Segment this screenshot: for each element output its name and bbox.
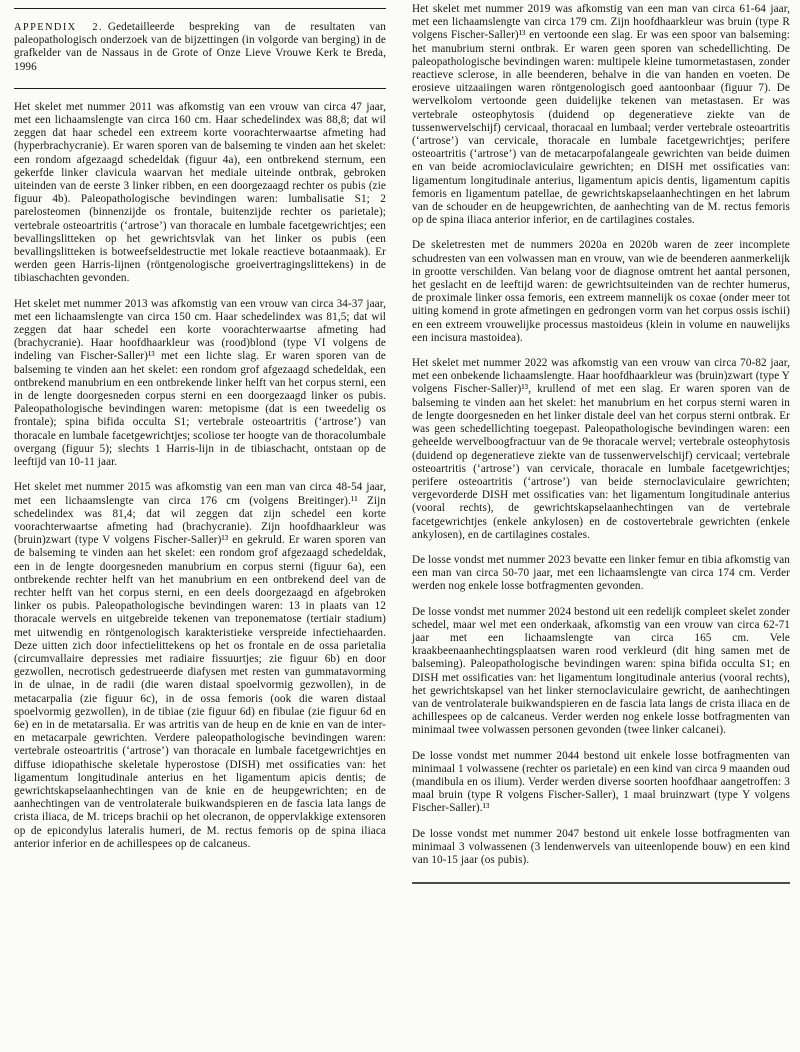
paragraph-find-2023: De losse vondst met nummer 2023 bevatte een linker femur en tibia afkomstig van een man van circa 50-70 jaar, met een lichaamslengte van circa 174 cm. Verder werden nog enkele losse botfragmenten gevonden.: [412, 553, 790, 593]
right-column: [412, 3, 790, 884]
paragraph-find-2047: De losse vondst met nummer 2047 bestond uit enkele losse botfragmenten van minimaal 3 volwassenen (3 lendenwervels van uiteenlopende bouw) en een kind van 10-15 jaar (os pubis).: [412, 827, 790, 866]
heading-divider: [14, 88, 386, 89]
appendix-heading: [14, 21, 386, 74]
paragraph-find-2024: De losse vondst met nummer 2024 bestond uit een redelijk compleet skelet zonder schedel, maar wel met een onderkaak, afkomstig van een vrouw van circa 62-71 jaar met een lichaamslengte van circa 165 cm. Vele kraakbeenaanhechtingsplaatsen waren rood verkleurd (dit hing samen met de balseming). Paleopathologische bevindingen waren: spina bifida occulta S1; en DISH met ossificaties van: het ligamentum longitudinale anterius (vooral rechts), het gewrichtskapsel van het linker sternoclaviculaire gewricht, de aanhechtingen van de ventrolaterale buikwandspieren en de fascia lata langs de crista iliaca en de achillespees op de calcaneus. Verder werden nog enkele losse botfragmenten van minimaal twee volwassen personen gevonden (twee linker calcanei).: [412, 605, 790, 737]
top-divider: [14, 8, 386, 9]
left-column: [14, 0, 386, 851]
paragraph-skeleton-2011: Het skelet met nummer 2011 was afkomstig van een vrouw van circa 47 jaar, met een lichaamslengte van circa 160 cm. Haar schedelindex was 88,8; dat wil zeggen dat haar schedel een extreem korte voorachterwaartse afmeting had (hyperbrachycranie). Er waren sporen van de balseming te vinden aan het skelet: een rondom afgezaagd schedeldak (figuur 4a), een ontbrekend sternum, een gekerfde linker clavicula waarvan het mediale uiteinde ontbrak, gebroken uiteinden van de eerste 3 linker ribben, en een doorgezaagd rechter os pubis (zie figuur 4b). Paleopathologische bevindingen waren: lumbalisatie S1; 2 parelosteomen (binnenzijde os frontale, buitenzijde rechter os parietale); vertebrale osteoartritis (‘artrose’) van thoracale en lumbale facetgewrichtjes; een bevallingslitteken op het gewrichtsvlak van het linker os pubis (een bevallingslitteken is botweefseldestructie met lokale reactieve botaanmaak). Er werden geen Harris-lijnen (röntgenologische groeivertragingslittekens) in de tibiaschachten gevonden.: [14, 100, 386, 285]
paragraph-skeleton-2015: Het skelet met nummer 2015 was afkomstig van een man van circa 48-54 jaar, met een lichaamslengte van circa 176 cm (volgens Breitinger).¹¹ Zijn schedelindex was 81,4; dat wil zeggen dat zijn schedel een korte voorachterwaartse afmeting had (brachycranie). Zijn hoofdhaarkleur was (bruin)zwart (type V volgens Fischer-Saller)¹³ en gekruld. Er waren sporen van de balseming te vinden aan het skelet: een rondom grof afgezaagd schedeldak, een in de lengte doorgesneden manubrium en corpus sterni (figuur 6a), een ontbrekende rechter helft van het manubrium en een ontbrekend deel van de rechter helft van het corpus sterni, en een deels doorgezaagd en afgebroken linker os pubis. Paleopathologische bevindingen waren: 13 in plaats van 12 thoracale wervels en uitgebreide tekenen van treponematose (tertiair stadium) met uitwendig en röntgenologisch karakteristieke verspreide infectiehaarden. Deze uitten zich door infectielittekens op het os frontale en de ossa parietalia (circumvallaire depressies met radiaire fissuurtjes; zie figuur 6b) en door gezwollen, necrotisch gedestrueerde diafysen met resten van gummatavorming in de ulnae, in de radii (die waren distaal spoelvormig gezwollen), in de metacarpalia (zie figuur 6c), in de ossa femoris (ook die waren distaal spoelvormig gezwollen), in de tibiae (zie figuur 6d) en fibulae (zie figuur 6d en 6e) en in de metatarsalia. Er was artritis van de heup en de knie en van de inter- en metacarpale gewrichten. Verdere paleopathologische bevindingen waren: vertebrale osteoartritis (‘artrose’) van thoracale en lumbale facetgewrichtjes en diffuse idiopathische skeletale hyperostose (DISH) met ossificaties van: het ligamentum longitudinale anterius en het ligamentum apicis dentis; de gewrichtskapselaanhechtingen van de knie en de heupgewrichten; en de aanhechtingen van de ventrolaterale buikwandspieren en de fascia lata langs de crista iliaca, de M. triceps brachii op het olecranon, de oppervlakkige extensoren op de epicondylus lateralis humeri, de M. rectus femoris op de spina iliaca anterior inferior en de achillespees op de calcaneus.: [14, 481, 386, 850]
paragraph-skeleton-2020a-2020b: De skeletresten met de nummers 2020a en 2020b waren de zeer incomplete schudresten van een volwassen man en vrouw, van wie de beenderen aanmerkelijk in grootte verschilden. Van belang voor de diagnose omtrent het aantal personen, het geslacht en de leeftijd waren: de gewrichtsuiteinden van de rechter humerus, de proximale linker ossa femoris, een extreem mannelijk os coxae (onder meer tot uiting komend in grote afmetingen en gedrongen vorm van het corpus ossis ischii) en een extreem vrouwelijke processus mastoideus (klein in volume en nauwelijks een incisura mastoidea).: [412, 239, 790, 344]
paragraph-skeleton-2022: Het skelet met nummer 2022 was afkomstig van een vrouw van circa 70-82 jaar, met een onbekende lichaamslengte. Haar hoofdhaarkleur was (bruin)zwart (type Y volgens Fischer-Saller)¹³, krullend of met een slag. Er waren sporen van de balseming te vinden aan het skelet: het manubrium en het corpus sterni waren in de lengte doorgesneden en het linker distale deel van het corpus sterni ontbrak. Er was geen schedellichting toegepast. Paleopathologische bevindingen waren: een geheelde wervelboogfractuur van de 9e thoracale wervel; vertebrale osteophytosis (duidend op degeneratieve ziekte van de tussenwervelschijf) cervicaal; vertebrale osteoartritis (‘artrose’) van cervicale, thoracale en lumbale facetgewrichtjes; perifere osteoartritis (‘artrose’) van beide sternoclaviculaire gewrichten; vergevorderde DISH met ossificaties van: het ligamentum longitudinale anterius (vooral rechts), de gewrichtskapselaanhechtingen van de vertebrale facetgewrichtjes (enkele ankylosen) en de costovertebrale gewrichten (enkele ankylosen), en de cartilagines costales.: [412, 357, 790, 541]
bottom-divider: [412, 882, 790, 884]
appendix-heading-text: Gedetailleerde bespreking van de resultaten van paleopathologisch onderzoek van de bijzettingen (in volgorde van berging) in de grafkelder van de Nassaus in de Grote of Onze Lieve Vrouwe Kerk te Breda, 1996: [14, 21, 387, 73]
paragraph-skeleton-2013: Het skelet met nummer 2013 was afkomstig van een vrouw van circa 34-37 jaar, met een lichaamslengte van circa 150 cm. Haar schedelindex was 81,5; dat wil zeggen dat haar schedel een korte voorachterwaartse afmeting had (brachycranie). Haar hoofdhaarkleur was (rood)blond (type VI volgens de indeling van Fischer-Saller)¹³ met een lichte slag. Er waren sporen van de balseming te vinden aan het skelet: een rondom grof afgezaagd schedeldak, een ontbrekend manubrium en een ontbrekende linker helft van het corpus sterni, een in de lengte doorgesneden corpus sterni en een doorgezaagd linker os pubis. Paleopathologische bevindingen waren: metopisme (dat is een tweedelig os frontale); spina bifida occulta S1; vertebrale osteoartritis (‘artrose’) van thoracale en lumbale facetgewrichtjes; scoliose ter hoogte van de thoracolumbale overgang (figuur 5); slechts 1 Harris-lijn in de tibiaschacht, ontstaan op de leeftijd van 10-11 jaar.: [14, 297, 386, 469]
paragraph-find-2044: De losse vondst met nummer 2044 bestond uit enkele losse botfragmenten van minimaal 1 volwassene (rechter os parietale) en een kind van circa 9 maanden oud (mandibula en os ilium). Verder werden diverse soorten hoofdhaar aangetroffen: 3 maal bruin (type R volgens Fischer-Saller), 1 maal bruinzwart (type Y volgens Fischer-Saller).¹³: [412, 749, 790, 815]
appendix-label: APPENDIX 2.: [14, 22, 103, 33]
paragraph-skeleton-2019: Het skelet met nummer 2019 was afkomstig van een man van circa 61-64 jaar, met een lichaamslengte van circa 179 cm. Zijn hoofdhaarkleur was bruin (type R volgens Fischer-Saller)¹³ en vertoonde een slag. Er was een spoor van balseming: het manubrium sterni ontbrak. Er waren geen sporen van schedellichting. De paleopathologische bevindingen waren: multipele kleine tumormetastasen, zonder reactieve sclerose, in alle beenderen, behalve in die van handen en voeten. De erosieve uitzaaiingen waren röntgenologisch goed aantoonbaar (figuur 7). De wervelkolom vertoonde geen duidelijke tekenen van metastasen. Er was vertebrale osteophytosis (duidend op degeneratieve ziekte van de tussenwervelschijf) cervicaal, thoracaal en lumbaal; verder vertebrale osteoartritis (‘artrose’) van cervicale, thoracale en lumbale facetgewrichtjes; perifere osteoartritis (‘artrose’) van de metacarpofalangeale gewrichten van beide duimen en van beide acromioclaviculaire gewrichten; en DISH met ossificaties van: ligamentum longitudinale anterius, ligamentum apicis dentis, ligamentum capitis femoris en ligamentum patellae, de gewrichtskapselaanhechtingen en het labrum van de schouder en de heupgewrichten, de aanhechting van de M. rectus femoris op de spina iliaca anterior inferior, en de cartilagines costales.: [412, 3, 790, 227]
